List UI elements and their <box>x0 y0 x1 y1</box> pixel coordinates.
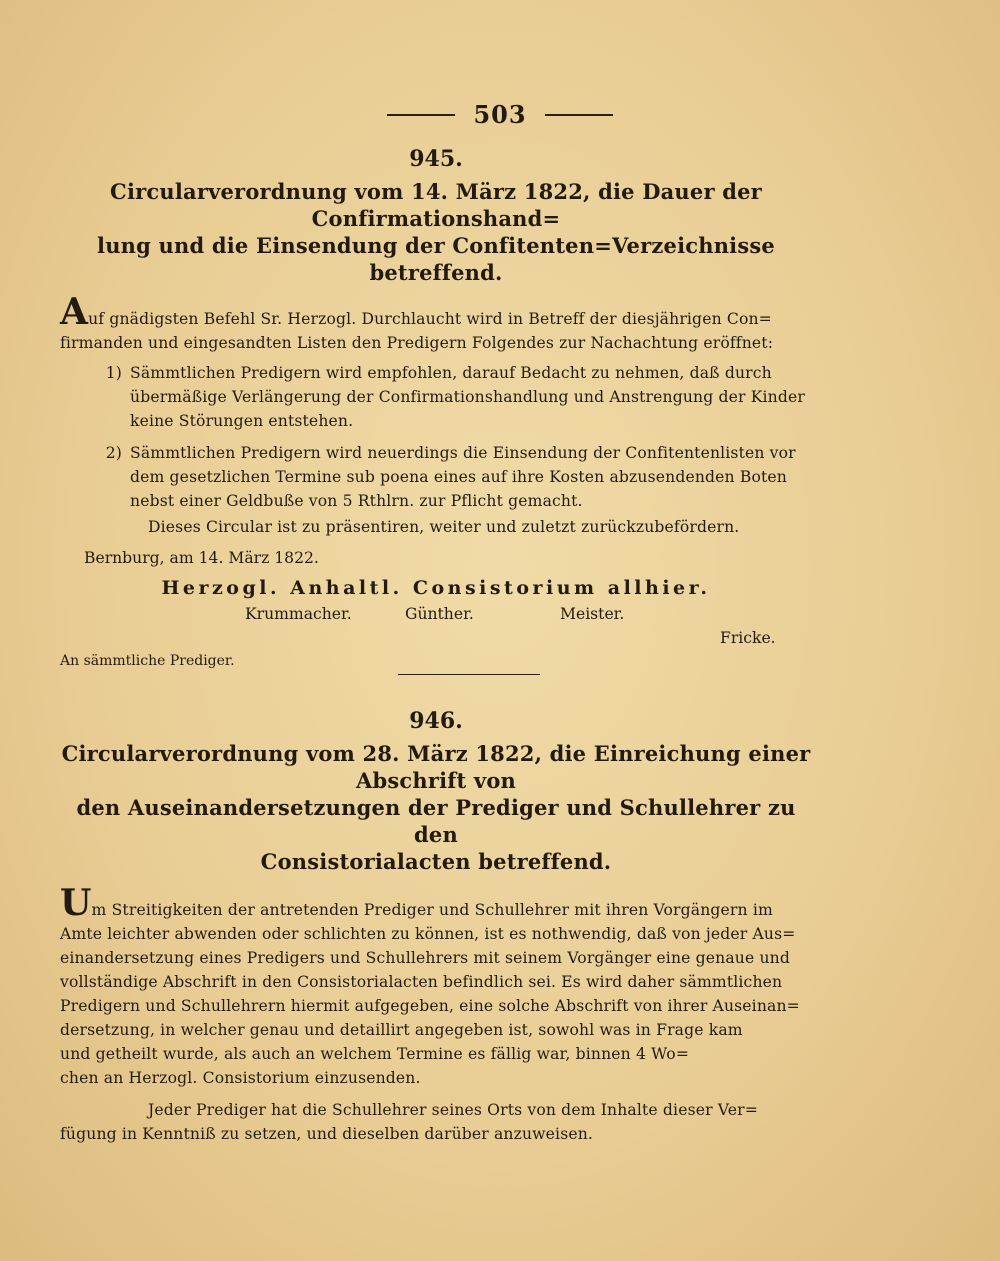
paragraph-line: einandersetzung eines Predigers und Schullehrers mit seinem Vorgänger eine genaue und <box>60 949 790 967</box>
list-item <box>60 361 812 433</box>
section-946 <box>60 708 812 1146</box>
closing-line: Jeder Prediger hat die Schullehrer seines Orts von dem Inhalte dieser Ver= <box>148 1101 758 1119</box>
section-title <box>60 740 812 875</box>
item-text <box>130 441 812 513</box>
list-item <box>60 441 812 513</box>
signatories <box>60 605 812 655</box>
title-line: betreffend. <box>369 260 503 285</box>
paragraph-line: und getheilt wurde, als auch an welchem Termine es fällig war, binnen 4 Wo= <box>60 1045 690 1063</box>
item-line: Sämmtlichen Predigern wird empfohlen, darauf Bedacht zu nehmen, daß durch <box>130 364 772 382</box>
intro-line: firmanden und eingesandten Listen den Predigern Folgendes zur Nachachtung eröffnet: <box>60 334 774 352</box>
paragraph-line: dersetzung, in welcher genau und detaillirt angegeben ist, sowohl was in Frage kam <box>60 1021 743 1039</box>
page-number: 503 <box>473 100 527 129</box>
header-rule-right <box>545 114 613 116</box>
paragraph-line: Predigern und Schullehrern hiermit aufgegeben, eine solche Abschrift von ihrer Auseinan= <box>60 997 800 1015</box>
numbered-list <box>60 361 812 513</box>
title-line: Circularverordnung vom 28. März 1822, die Einreichung einer Abschrift von <box>61 741 811 793</box>
header-rule-left <box>387 114 455 116</box>
paragraph-text: m Streitigkeiten der antretenden Prediger und Schullehrer mit ihren Vorgängern im <box>91 901 773 919</box>
section-title <box>60 178 812 286</box>
item-line: übermäßige Verlängerung der Confirmationshandlung und Anstrengung der Kinder <box>130 388 805 406</box>
drop-initial: U <box>60 882 92 924</box>
drop-initial: A <box>60 291 89 333</box>
intro-line <box>60 291 812 333</box>
item-text <box>130 361 812 433</box>
item-line: nebst einer Geldbuße von 5 Rthlrn. zur Pflicht gemacht. <box>130 492 583 510</box>
intro-text: uf gnädigsten Befehl Sr. Herzogl. Durchlaucht wird in Betreff der diesjährigen Con= <box>88 310 772 328</box>
paragraph-line: Amte leichter abwenden oder schlichten zu können, ist es nothwendig, daß von jeder Aus= <box>60 925 796 943</box>
section-number: 946. <box>409 708 463 734</box>
section-divider <box>398 674 540 675</box>
title-line: lung und die Einsendung der Confitenten=Verzeichnisse <box>97 233 775 258</box>
signer-name: Günther. <box>405 605 474 623</box>
closing-sentence: Dieses Circular ist zu präsentiren, weiter und zuletzt zurückzubefördern. <box>148 518 740 536</box>
item-number: 2) <box>105 444 122 462</box>
signer-name: Krummacher. <box>245 605 352 623</box>
addressee: An sämmtliche Prediger. <box>60 653 235 669</box>
item-number: 1) <box>105 364 122 382</box>
paragraph-line: chen an Herzogl. Consistorium einzusenden. <box>60 1069 421 1087</box>
item-line: keine Störungen entstehen. <box>130 412 354 430</box>
date-line: Bernburg, am 14. März 1822. <box>84 549 319 567</box>
signer-name: Fricke. <box>720 629 776 647</box>
main-paragraph <box>60 882 812 1090</box>
paragraph-line: vollständige Abschrift in den Consistorialacten befindlich sei. Es wird daher sämmtlichen <box>60 973 783 991</box>
title-line: Circularverordnung vom 14. März 1822, die Dauer der Confirmationshand= <box>110 179 762 231</box>
closing-paragraph <box>60 1098 812 1146</box>
page-header <box>0 100 1000 129</box>
item-line: Sämmtlichen Predigern wird neuerdings die Einsendung der Confitentenlisten vor <box>130 444 796 462</box>
intro-paragraph <box>60 291 812 355</box>
closing-line: fügung in Kenntniß zu setzen, und dieselben darüber anzuweisen. <box>60 1125 594 1143</box>
section-945 <box>60 146 812 669</box>
item-line: dem gesetzlichen Termine sub poena eines auf ihre Kosten abzusendenden Boten <box>130 468 787 486</box>
section-number: 945. <box>409 146 463 172</box>
issuing-authority: Herzogl. Anhaltl. Consistorium allhier. <box>161 577 711 599</box>
paragraph-line <box>60 882 812 924</box>
title-line: Consistorialacten betreffend. <box>260 849 612 874</box>
signer-name: Meister. <box>560 605 625 623</box>
title-line: den Auseinandersetzungen der Prediger und Schullehrer zu den <box>76 795 796 847</box>
